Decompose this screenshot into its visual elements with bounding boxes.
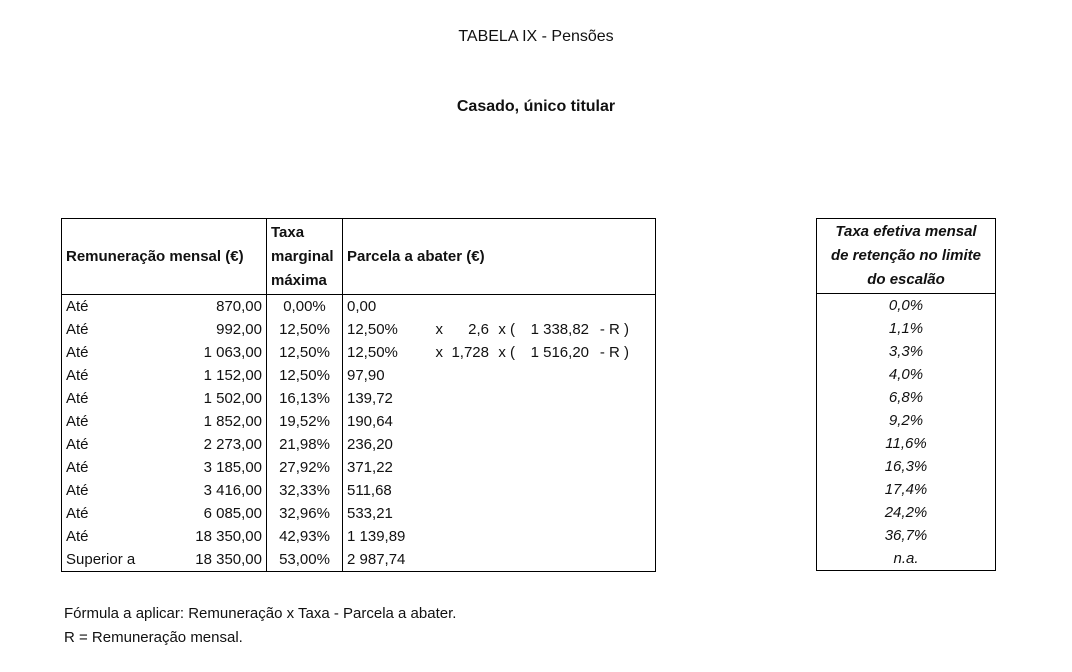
formula-x2: x ( — [498, 321, 515, 338]
effective-rate-value: 1,1% — [888, 320, 924, 337]
effective-rate-row — [817, 547, 996, 571]
marginal-rate-cell: 16,13% — [267, 387, 343, 410]
header-rate-line2: marginal — [271, 248, 334, 265]
marginal-rate-cell: 27,92% — [267, 456, 343, 479]
footnotes — [64, 602, 456, 650]
formula-mult: 1,728 — [451, 344, 489, 361]
deduction-cell — [343, 341, 656, 364]
deduction-value: 533,21 — [347, 505, 393, 522]
formula-mult: 2,6 — [468, 321, 489, 338]
table-subtitle: Casado, único titular — [456, 98, 616, 115]
deduction-value: 12,50% — [347, 344, 398, 361]
marginal-rate-cell: 12,50% — [267, 341, 343, 364]
bracket-label: Superior a — [66, 551, 136, 568]
effective-rate-value: 24,2% — [884, 504, 928, 521]
deduction-cell — [343, 318, 656, 341]
effective-rate-value: 4,0% — [888, 366, 924, 383]
marginal-rate-cell: 12,50% — [267, 364, 343, 387]
bracket-label: Até — [66, 528, 89, 545]
marginal-rate-cell: 32,96% — [267, 502, 343, 525]
remuneration-cell — [62, 387, 267, 410]
table-row — [62, 410, 656, 433]
effective-rate-row — [817, 409, 996, 432]
bracket-amount: 2 273,00 — [203, 436, 262, 453]
header-deduction: Parcela a abater (€) — [343, 219, 656, 295]
deduction-cell — [343, 364, 656, 387]
r-definition-note: R = Remuneração mensal. — [64, 629, 243, 646]
remuneration-cell — [62, 318, 267, 341]
bracket-amount: 992,00 — [216, 321, 262, 338]
remuneration-cell — [62, 341, 267, 364]
bracket-label: Até — [66, 459, 89, 476]
bracket-label: Até — [66, 482, 89, 499]
marginal-rate-cell: 21,98% — [267, 433, 343, 456]
formula-r: - R ) — [599, 344, 629, 361]
effective-rate-row — [817, 363, 996, 386]
remuneration-cell — [62, 433, 267, 456]
deduction-cell — [343, 433, 656, 456]
formula-x1: x — [435, 344, 443, 361]
bracket-label: Até — [66, 321, 89, 338]
marginal-rate-cell: 12,50% — [267, 318, 343, 341]
bracket-label: Até — [66, 436, 89, 453]
effective-rate-row — [817, 340, 996, 363]
remuneration-cell — [62, 295, 267, 319]
effective-rate-value: 16,3% — [884, 458, 928, 475]
effective-rate-row — [817, 524, 996, 547]
header-marginal-rate — [267, 219, 343, 295]
deduction-cell — [343, 479, 656, 502]
deduction-cell — [343, 387, 656, 410]
deduction-value: 97,90 — [347, 367, 385, 384]
table-row — [62, 341, 656, 364]
bracket-amount: 1 063,00 — [203, 344, 262, 361]
bracket-label: Até — [66, 367, 89, 384]
effective-rate-row — [817, 386, 996, 409]
effective-rate-value: 0,0% — [888, 297, 924, 314]
bracket-amount: 870,00 — [216, 298, 262, 315]
deduction-formula — [427, 318, 629, 341]
deduction-value: 236,20 — [347, 436, 393, 453]
table-header-row — [62, 219, 656, 295]
formula-r: - R ) — [599, 321, 629, 338]
deduction-cell — [343, 456, 656, 479]
effective-rate-row — [817, 294, 996, 318]
marginal-rate-cell: 19,52% — [267, 410, 343, 433]
deduction-value: 371,22 — [347, 459, 393, 476]
marginal-rate-cell: 42,93% — [267, 525, 343, 548]
formula-base: 1 516,20 — [530, 344, 589, 361]
bracket-label: Até — [66, 390, 89, 407]
bracket-amount: 3 416,00 — [203, 482, 262, 499]
marginal-rate-cell: 0,00% — [267, 295, 343, 319]
effective-header-line3: do escalão — [867, 271, 945, 288]
withholding-table — [61, 218, 656, 572]
effective-rate-value: 6,8% — [888, 389, 924, 406]
remuneration-cell — [62, 456, 267, 479]
formula-note: Fórmula a aplicar: Remuneração x Taxa - Parcela a abater. — [64, 605, 457, 622]
header-rate-line1: Taxa — [271, 224, 305, 241]
deduction-value: 1 139,89 — [347, 528, 406, 545]
header-effective-rate — [817, 219, 996, 294]
bracket-amount: 18 350,00 — [195, 551, 262, 568]
formula-x1: x — [435, 321, 443, 338]
table-row — [62, 387, 656, 410]
table-row — [62, 502, 656, 525]
effective-rate-body — [817, 294, 996, 571]
effective-header-line2: de retenção no limite — [830, 247, 982, 264]
deduction-value: 12,50% — [347, 321, 398, 338]
bracket-amount: 3 185,00 — [203, 459, 262, 476]
deduction-cell — [343, 548, 656, 572]
formula-base: 1 338,82 — [530, 321, 589, 338]
table-body — [62, 295, 656, 572]
effective-rate-row — [817, 432, 996, 455]
effective-rate-row — [817, 317, 996, 340]
effective-rate-header-row — [817, 219, 996, 294]
table-row — [62, 433, 656, 456]
remuneration-cell — [62, 410, 267, 433]
effective-rate-value: 11,6% — [885, 435, 927, 452]
effective-rate-row — [817, 501, 996, 524]
effective-rate-value: 3,3% — [888, 343, 924, 360]
marginal-rate-cell: 32,33% — [267, 479, 343, 502]
remuneration-cell — [62, 479, 267, 502]
effective-rate-value: 36,7% — [884, 527, 928, 544]
effective-rate-value: 9,2% — [888, 412, 924, 429]
table-row — [62, 548, 656, 572]
header-rate-line3: máxima — [271, 272, 327, 289]
remuneration-cell — [62, 364, 267, 387]
effective-rate-row — [817, 478, 996, 501]
effective-header-line1: Taxa efetiva mensal — [835, 223, 977, 240]
effective-rate-row — [817, 455, 996, 478]
formula-x2: x ( — [498, 344, 515, 361]
deduction-value: 511,68 — [347, 482, 392, 499]
bracket-label: Até — [66, 505, 89, 522]
deduction-cell — [343, 295, 656, 319]
marginal-rate-cell: 53,00% — [267, 548, 343, 572]
table-row — [62, 479, 656, 502]
deduction-cell — [343, 502, 656, 525]
table-row — [62, 364, 656, 387]
table-row — [62, 456, 656, 479]
remuneration-cell — [62, 525, 267, 548]
header-remuneration: Remuneração mensal (€) — [62, 219, 267, 295]
deduction-value: 139,72 — [347, 390, 393, 407]
bracket-amount: 6 085,00 — [203, 505, 262, 522]
bracket-label: Até — [66, 344, 89, 361]
deduction-formula — [427, 341, 629, 364]
bracket-amount: 1 852,00 — [203, 413, 262, 430]
deduction-value: 2 987,74 — [347, 551, 406, 568]
deduction-cell — [343, 410, 656, 433]
deduction-value: 190,64 — [347, 413, 393, 430]
bracket-amount: 1 152,00 — [203, 367, 262, 384]
effective-rate-value: n.a. — [893, 550, 919, 567]
table-row — [62, 295, 656, 319]
bracket-label: Até — [66, 413, 89, 430]
table-title: TABELA IX - Pensões — [458, 28, 614, 45]
bracket-label: Até — [66, 298, 89, 315]
effective-rate-table — [816, 218, 996, 571]
bracket-amount: 18 350,00 — [195, 528, 262, 545]
table-row — [62, 525, 656, 548]
table-row — [62, 318, 656, 341]
remuneration-cell — [62, 502, 267, 525]
deduction-cell — [343, 525, 656, 548]
remuneration-cell — [62, 548, 267, 572]
bracket-amount: 1 502,00 — [203, 390, 262, 407]
effective-rate-value: 17,4% — [884, 481, 928, 498]
deduction-value: 0,00 — [347, 298, 377, 315]
